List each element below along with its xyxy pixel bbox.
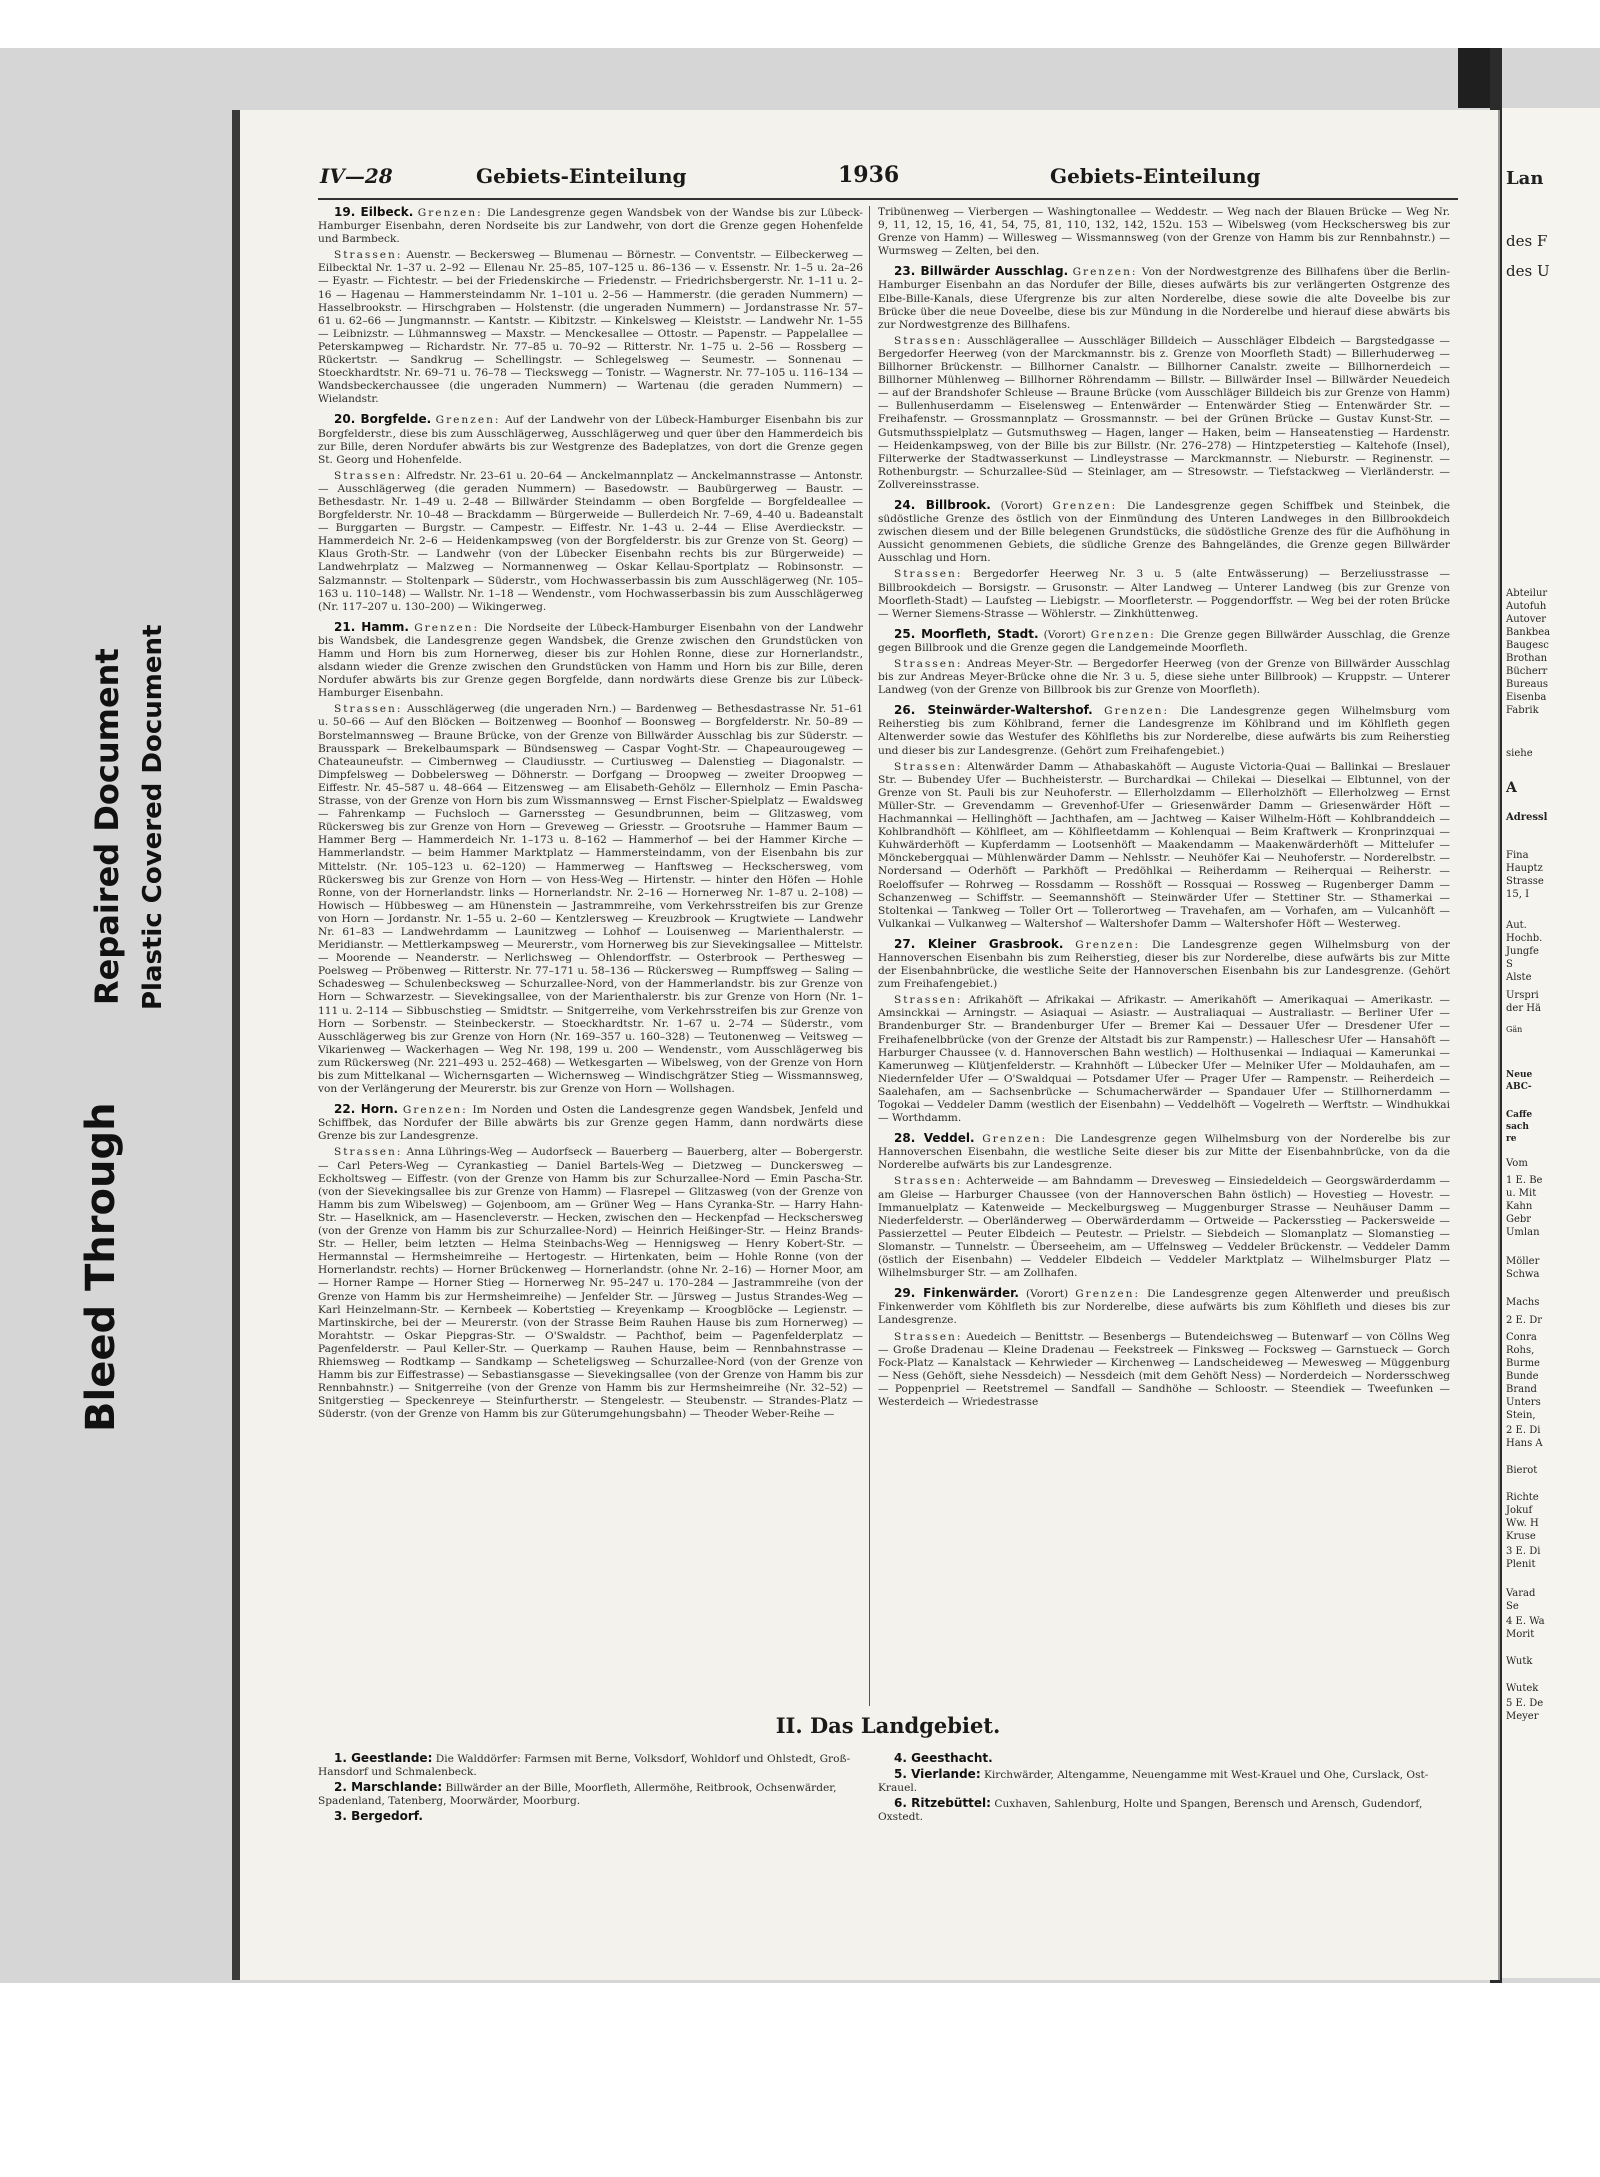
streets-label: Strassen:	[334, 703, 403, 716]
district-section	[878, 499, 1450, 621]
neighbour-text: Gän	[1506, 1025, 1523, 1034]
streets-text: Achterweide — am Bahndamm — Drevesweg — Einsiedeldeich — Georgswärderdamm — am Gleise — Harburger Chaussee (von der Hannoverschen Bahn östlich) — Hovestieg — Hovestr. — Immanuelplatz — Katenweide — Meckelburgsweg — Muggenburger Strasse — Neuhäuser Damm — Niederfelderstr. — Oberländerweg — Oberwärderdamm — Ortweide — Packersstieg — Packersweide — Passierzettel — Peuter Elbdeich — Peutestr. — Prielstr. — Siebdeich — Slomanplatz — Slomanstieg — Slomanstr. — Tunnelstr. — Überseeheim, am — Uffelnsweg — Veddeler Brückenstr. — Veddeler Damm (östlich der Eisenbahn) — Veddeler Elbdeich — Veddeler Marktplatz — Wilhelmsburger Platz — Wilhelmsburger Str. — am Zollhafen.	[878, 1175, 1450, 1280]
neighbour-text: Hans A	[1506, 1438, 1543, 1449]
neighbour-text: Meyer	[1506, 1711, 1539, 1722]
streets-text: Auedeich — Benittstr. — Besenbergs — Butendeichsweg — Butenwarf — von Cöllns Weg — Große Dradenau — Kleine Dradenau — Feekstreek — Finksweg — Focksweg — Garnstueck — Gorch Fock-Platz — Kanalstack — Kehrwieder — Kirchenweg — Landscheideweg — Mewesweg — Müggenburg — Ness (Gehöft, siehe Nessdeich) — Nessdeich (mit dem Gehöft Ness) — Norderdeich — Nordersschweg — Poppenpriel — Reetstremel — Sandfall — Sandhöhe — Schloostr. — Steendiek — Tweefunken — Westerdeich — Wriedestrasse	[878, 1330, 1450, 1408]
neighbour-text: 15, I	[1506, 889, 1530, 900]
neighbour-text: Unters	[1506, 1397, 1541, 1408]
district-section	[318, 413, 863, 613]
neighbour-page	[1502, 108, 1600, 1978]
neighbour-text: Urspri	[1506, 990, 1539, 1001]
boundaries-text: Die Grenze gegen Billwärder Ausschlag, die Grenze gegen Billbrook und die Grenze gegen die Landgemeinde Moorfleth.	[878, 628, 1450, 654]
header-year: 1936	[838, 162, 900, 188]
neighbour-text: 3 E. Di	[1506, 1546, 1541, 1557]
landgebiet-entry-text: Billwärder an der Bille, Moorfleth, Allermöhe, Reitbrook, Ochsenwärder, Spadenland, Tatenberg, Moorwärder, Moorburg.	[318, 1782, 837, 1807]
neighbour-text: Ww. H	[1506, 1518, 1539, 1529]
neighbour-text: Machs	[1506, 1297, 1540, 1308]
boundaries-label: Grenzen:	[1072, 266, 1138, 279]
district-section	[318, 206, 863, 406]
landgebiet-entry	[318, 1810, 863, 1824]
boundaries-text: Auf der Landwehr von der Lübeck-Hamburger Eisenbahn bis zur Borgfelderstr., diese bis zum Ausschlägerweg, Ausschlägerweg und quer über den Hammerdeich bis zur Bille, deren Nordufer abwärts bis zur Westgrenze des Badeplatzes, von dort die Grenze gegen St. Georg und Hohenfelde.	[318, 414, 863, 466]
neighbour-text: Kahn	[1506, 1201, 1533, 1212]
district-title: 21. Hamm.	[334, 619, 409, 634]
streets-label: Strassen:	[894, 1330, 963, 1343]
district-streets	[878, 761, 1450, 931]
streets-label: Strassen:	[894, 658, 963, 670]
neighbour-text: Stein,	[1506, 1410, 1536, 1421]
district-title: 22. Horn.	[334, 1102, 399, 1117]
neighbour-text: u. Mit	[1506, 1188, 1537, 1199]
landgebiet-entry-text: Kirchwärder, Altengamme, Neuengamme mit West-Krauel und Ohe, Curslack, Ost-Krauel.	[878, 1769, 1429, 1794]
district-section	[318, 1103, 863, 1421]
neighbour-text: 2 E. Di	[1506, 1425, 1541, 1436]
boundaries-text: Im Norden und Osten die Landesgrenze gegen Wandsbek, Jenfeld und Schiffbek, das Nordufer der Bille abwärts bis zur Grenze gegen Hamm, dann nordwärts diese Grenze bis zur Landesgrenze.	[318, 1104, 863, 1143]
district-title: 20. Borgfelde.	[334, 412, 432, 427]
neighbour-text: Umlan	[1506, 1227, 1540, 1238]
neighbour-text: Jungfe	[1506, 946, 1539, 957]
streets-text: Alfredstr. Nr. 23–61 u. 20–64 — Anckelmannplatz — Anckelmannstrasse — Antonstr. — Ausschlägerweg (die geraden Nummern) — Basedowstr. — Baubürgerweg — Baustr. — Bethesdastr. Nr. 1–49 u. 2–48 — Billwärder Steindamm — oben Borgfelde — Borgfeldeallee — Borgfelderstr. Nr. 10–48 — Brackdamm — Bürgerweide — Bullerdeich Nr. 7–69, 4–40 u. Badeanstalt — Burggarten — Burgstr. — Campestr. — Eiffestr. Nr. 1–43 u. 2–44 — Elise Averdieckstr. — Hammerdeich Nr. 2–6 — Heidenkampsweg (von der Borgfelderstr. bis zur Grenze von St. Georg) — Klaus Groth-Str. — Landwehr (von der Lübecker Eisenbahn rechts bis zur Bürgerweide) — Landwehrplatz — Malzweg — Normannenweg — Oskar Kellau-Sportplatz — Robinsonstr. — Salzmannstr. — Stoltenpark — Süderstr., vom Hochwasserbassin bis zum Ausschlägerweg (Nr. 105–163 u. 110–148) — Wallstr. Nr. 1–18 — Wendenstr., vom Hochwasserbassin bis zum Ausschlägerweg (Nr. 117–207 u. 130–200) — Wikingerweg.	[318, 469, 863, 613]
neighbour-text: Alste	[1506, 972, 1532, 983]
district-boundaries	[318, 1103, 863, 1143]
district-title: 27. Kleiner Grasbrook.	[894, 936, 1064, 951]
landgebiet-entry-title: 5. Vierlande:	[894, 1767, 981, 1781]
district-subtitle: (Vorort)	[1026, 1288, 1069, 1301]
neighbour-text: Jokuf	[1506, 1505, 1533, 1516]
neighbour-text: Burme	[1506, 1358, 1540, 1369]
neighbour-text: Conra	[1506, 1332, 1537, 1343]
streets-label: Strassen:	[334, 249, 403, 262]
streets-text: Anna Lührings-Weg — Audorfseck — Bauerberg — Bauerberg, alter — Bobergerstr. — Carl Peters-Weg — Cyrankastieg — Daniel Bartels-Weg — Dietzweg — Dunckersweg — Eckholtsweg — Eiffestr. (von der Grenze von Hamm bis zur Schurzallee-Nord — Emin Pascha-Str. (von der Sievekingsallee bis zur Grenze von Hamm) — Flasrepel — Glitzasweg (von der Grenze von Hamm bis zum Wibelsweg) — Gojenboom, am — Grüner Weg — Hans Cyranka-Str. — Harry Hahn-Str. — Haselknick, am — Hasencleverstr. — Hecken, zwischen den — Heckenpfad — Heckschersweg (von der Grenze von Hamm bis zur Schurzallee-Nord) — Heinrich Heißinger-Str. — Heinz Brands-Str. — Heller, beim letzten — Helma Steinbachs-Weg — Hennigsweg — Henry Kobert-Str. — Hermannstal — Hermsheimreihe — Hertogestr. — Hirtenkaten, beim — Hohle Ronne (von der Hornerlandstr. rechts) — Horner Brückenweg — Hornerlandstr. (ohne Nr. 2–16) — Horner Moor, am — Horner Rampe — Horner Stieg — Hornerweg Nr. 95–247 u. 170–284 — Jastrammreihe (von der Grenze von Hamm bis zur Hermsheimreihe) — Jenfelder Str. — Jürsweg — Justus Strandes-Weg — Karl Heinzelmann-Str. — Kernbeek — Kobertstieg — Kreyenkamp — Kroogblöcke — Legienstr. — Martinskirche, bei der — Meurerstr. (von der Strasse Beim Rauhen Hause bis zum Hornerweg) — Morahtstr. — Oskar Piepgras-Str. — O'Swaldstr. — Pachthof, beim — Pagenfelderplatz — Pagenfelderstr. — Paul Keller-Str. — Querkamp — Rauhen Hause, beim — Rennbahnstrasse — Rhiemsweg — Rodtkamp — Sandkamp — Scheteligsweg — Schurzallee-Nord (von der Grenze von Hamm bis zur Eiffestrasse) — Sebastiansgasse — Sievekingsallee (von der Grenze von Hamm bis zur Rennbahnstr.) — Snitgerreihe (von der Grenze von Hamm bis zur Hermsheimreihe (Nr. 32–52) — Snitgerstieg — Speckenreye — Steinfurtherstr. — Stengelestr. — Steubenstr. — Strandes-Platz — Süderstr. (von der Grenze von Hamm bis zur Güterumgehungsbahn) — Theoder Weber-Reihe —	[318, 1146, 863, 1421]
district-streets	[318, 249, 863, 406]
neighbour-text: Abteilur	[1506, 588, 1548, 599]
neighbour-text: Neue	[1506, 1070, 1533, 1080]
neighbour-text: Adressl	[1506, 812, 1548, 823]
neighbour-text: des U	[1506, 262, 1550, 280]
district-streets	[878, 1331, 1450, 1410]
boundaries-text: Die Nordseite der Lübeck-Hamburger Eisenbahn von der Landwehr bis Wandsbek, die Landesgrenze gegen Wandsbek, die Grenze zwischen den Grundstücken von Hamm und Horn bis zum Hornerweg, dieser bis zur Hohlen Ronne, diese zur Hornerlandstr., alsdann wieder die Grenze zwischen den Grundstücken von Hamm und Horn bis zur Bille, deren Nordufer abwärts bis zur Grenze gegen Borgfelde, dann nordwärts diese Grenze bis zur Lübeck-Hamburger Eisenbahn.	[318, 621, 863, 700]
landgebiet-entry-title: 1. Geestlande:	[334, 1751, 433, 1765]
district-section	[878, 1287, 1450, 1409]
district-streets	[318, 703, 863, 1096]
streets-text: Afrikahöft — Afrikakai — Afrikastr. — Amerikahöft — Amerikaquai — Amerikastr. — Amsinckkai — Arningstr. — Asiaquai — Asiastr. — Australiaquai — Australiastr. — Berliner Ufer — Brandenburger Str. — Brandenburger Ufer — Bremer Kai — Dessauer Ufer — Dresdener Ufer — Freihafenelbbrücke (von der Grenze der Altstadt bis zur Rampenstr.) — Halleschesr Ufer — Hansahöft — Harburger Chaussee (v. d. Hannoverschen Bahn westlich) — Holthusenkai — Indiaquai — Kamerunkai — Kamerunweg — Klütjenfelderstr. — Krahnhöft — Lübecker Ufer — Melniker Ufer — Moldauhafen, am — Niedernfelder Ufer — O'Swaldquai — Potsdamer Ufer — Prager Ufer — Rampenstr. — Reiherdeich — Saalehafen, am — Sachsenbrücke — Schumacherwärder — Spandauer Ufer — Stillhornerdamm — Togokai — Veddeler Damm (westlich der Eisenbahn) — Veddelhöft — Vogelreth — Werftstr. — Windhukkai — Worthdamm.	[878, 994, 1450, 1125]
boundaries-text: Von der Nordwestgrenze des Billhafens über die Berlin-Hamburger Eisenbahn an das Nordufer der Bille, dieses aufwärts bis zur verlängerten Ostgrenze des Elbe-Bille-Kanals, diese Ufergrenze bis zur alten Norderelbe, diese sowie die alte Doveelbe bis zur Brücke über die neue Doveelbe, diese bis zur Mündung in die Norderelbe und hierauf diese abwärts bis zur Nordwestgrenze des Billhafens.	[878, 266, 1450, 331]
boundaries-label: Grenzen:	[1052, 499, 1118, 512]
plastic-covered-label: Plastic Covered Document	[138, 624, 168, 1010]
boundaries-text: Die Landesgrenze gegen Wandsbek von der Wandse bis zur Lübeck-Hamburger Eisenbahn, deren Nordseite bis zur Landwehr, von dort die Grenze gegen Hohenfelde und Barmbeck.	[318, 207, 863, 246]
neighbour-text: Richte	[1506, 1492, 1539, 1503]
landgebiet-entry-title: 6. Ritzebüttel:	[894, 1796, 991, 1810]
neighbour-text: Strasse	[1506, 876, 1544, 887]
district-title: 19. Eilbeck.	[334, 206, 414, 219]
district-title: 25. Moorfleth, Stadt.	[894, 626, 1039, 641]
boundaries-label: Grenzen:	[1075, 1288, 1141, 1301]
district-boundaries	[878, 628, 1450, 655]
neighbour-text: des F	[1506, 232, 1548, 250]
neighbour-text: 5 E. De	[1506, 1698, 1544, 1709]
district-streets	[318, 470, 863, 614]
neighbour-text: Gebr	[1506, 1214, 1532, 1225]
landgebiet-title: II. Das Landgebiet.	[775, 1713, 1001, 1738]
neighbour-text: 2 E. Dr	[1506, 1315, 1542, 1326]
left-column	[318, 206, 863, 1706]
district-boundaries	[318, 621, 863, 701]
boundaries-label: Grenzen:	[1075, 938, 1141, 951]
streets-text: Ausschlägerallee — Ausschläger Billdeich — Ausschläger Elbdeich — Bargstedgasse — Bergedorfer Heerweg (von der Marckmannstr. bis z. Grenze von Moorfleth Stadt) — Billerhuderweg — Billhorner Brückenstr. — Billhorner Canalstr. — Billhorner Canalstr. zweite — Billhornerdeich — Billhorner Mühlenweg — Billhorner Röhrendamm — Billstr. — Billwärder Insel — Billwärder Neuedeich — auf der Brandshofer Schleuse — Braune Brücke (vom Ausschläger Billdeich bis zur Grenze von Hamm) — Bullenhuserdamm — Eiselensweg — Entenwärder — Entenwärder Stieg — Entenwärder Str. — Freihafenstr. — Grossmannplatz — Grossmannstr. — bei der Grünen Brücke — Gustav Kunst-Str. — Gutsmuthsspielplatz — Gutsmuthsweg — Hagen, langer — Haken, beim — Hanseatenstieg — Hardenstr. — Heidenkampsweg, von der Bille bis zur Billstr. (Nr. 276–278) — Hintzpeterstieg — Kaltehofe (Insel), Filterwerke der Stadtwasserkunst — Lindleystrasse — Marckmannstr. — Nieburstr. — Reginenstr. — Rothenburgstr. — Schurzallee-Süd — Steinlager, am — Stresowstr. — Tiefstackweg — Vierländerstr. — Zollvereinsstrasse.	[878, 334, 1450, 491]
neighbour-text: Bureaus	[1506, 679, 1549, 690]
district-section	[878, 704, 1450, 931]
bleed-through-label: Bleed Through	[78, 1102, 124, 1432]
landgebiet-entry	[878, 1797, 1450, 1824]
streets-text: Ausschlägerweg (die ungeraden Nrn.) — Bardenweg — Bethesdastrasse Nr. 51–61 u. 50–66 — Auf den Blöcken — Boitzenweg — Boonhof — Boonsweg — Borgfelderstr. Nr. 50–89 — Borstelmannsweg — Braune Brücke, von der Grenze von Billwärder Ausschlag bis zur Süderstr. — Brausspark — Brekelbaumspark — Bündsensweg — Caspar Voght-Str. — Chapeaurougeweg — Chateauneufstr. — Cimbernweg — Claudiusstr. — Curtiusweg — Dalenstieg — Diagonalstr. — Dimpfelsweg — Dobbelersweg — Döhnerstr. — Dorfgang — Droopweg — zweiter Droopweg — Eiffestr. Nr. 45–587 u. 48–664 — Eitzensweg — am Elisabeth-Gehölz — Ellernholz — Emin Pascha-Strasse, von der Grenze von Horn bis zum Wissmannsweg — Ernst Fischer-Spielplatz — Ewaldsweg — Fahrenkamp — Fuchsloch — Garnerssteg — Gesundbrunnen, beim — Glitzasweg, vom Rückersweg bis zur Grenze von Horn — Greveweg — Griesstr. — Grootsruhe — Hammer Baum — Hammer Berg — Hammerdeich Nr. 1–173 u. 8–162 — Hammerhof — bei der Hammer Kirche — Hammerlandstr. — beim Hammer Marktplatz — Hammersteindamm, von der Eisenbahn bis zur Mittelstr. (Nr. 105–123 u. 62–120) — Hammerweg — Hanftsweg — Heckschersweg, vom Rückersweg bis zur Grenze von Horn — von Hess-Weg — Hirtenstr. — hinter den Höfen — Hohle Ronne, von der Hornerlandstr. links — Hornerlandstr. Nr. 2–16 — Hornerweg Nr. 1–87 u. 2–108) — Howisch — Hübbesweg — am Hünenstein — Jastrammreihe, vom Verkehrsstreifen bis zur Grenze von Horn — Jordanstr. Nr. 1–55 u. 2–60 — Kentzlersweg — Kreuzbrook — Krugtwiete — Landwehr Nr. 61–83 — Landwehrdamm — Launitzweg — Lohhof — Louisenweg — Marienthalerstr. — Meridianstr. — Mettlerkampsweg — Meurerstr., vom Hornerweg bis zur Sievekingsallee — Mittelstr. — Moorende — Neanderstr. — Nerlichsweg — Ohlendorffstr. — Osterbrook — Perthesweg — Poelsweg — Pröbenweg — Ritterstr. Nr. 77–171 u. 58–136 — Rückersweg — Rumpffsweg — Saling — Schadesweg — Schulenbecksweg — Schurzallee-Nord, von der Hammerlandstr. bis zur Grenze von Horn — Schwarzestr. — Sievekingsallee, von der Marienthalerstr. bis zur Grenze von Horn (Nr. 1–111 u. 2–114 — Sibbuschstieg — Smidtstr. — Snitgerreihe, vom Verkehrsstreifen bis zur Grenze von Horn — Sorbenstr. — Steinbeckerstr. — Stoeckhardtstr. Nr. 1–67 u. 2–74 — Süderstr., vom Ausschlägerweg bis zur Grenze von Horn (Nr. 169–357 u. 160–328) — Teutonenweg — Veitsweg — Vikarienweg — Wackerhagen — Weg Nr. 198, 199 u. 200 — Wendenstr., vom Ausschlägerweg bis zum Rückersweg (Nr. 221–493 u. 252–468) — Wetkesgarten — Wibelsweg, von der Grenze von Horn bis zum Mittelkanal — Wichernsgarten — Wichernsweg — Windischgrätzer Stieg — Wissmannsweg, von der Verlängerung der Meurerstr. bis zur Grenze von Horn — Wollshagen.	[318, 703, 863, 1096]
district-boundaries	[878, 938, 1450, 991]
neighbour-text: Möller	[1506, 1256, 1540, 1267]
neighbour-text: Aut.	[1506, 920, 1527, 931]
neighbour-text: Autofuh	[1506, 601, 1547, 612]
district-streets	[878, 994, 1450, 1125]
district-boundaries	[878, 704, 1450, 757]
neighbour-text: Baugesc	[1506, 640, 1549, 651]
landgebiet-entry	[318, 1752, 863, 1779]
district-boundaries	[878, 1287, 1450, 1327]
neighbour-text: Wutek	[1506, 1683, 1539, 1694]
page-number: IV—28	[320, 164, 393, 188]
district-section	[318, 621, 863, 1096]
landgebiet-entry-title: 3. Bergedorf.	[334, 1809, 423, 1823]
neighbour-text: Hauptz	[1506, 863, 1543, 874]
boundaries-label: Grenzen:	[982, 1133, 1048, 1146]
neighbour-text: Kruse	[1506, 1531, 1536, 1542]
streets-label: Strassen:	[894, 1175, 963, 1188]
neighbour-text: Brand	[1506, 1384, 1537, 1395]
neighbour-text: Bücherr	[1506, 666, 1548, 677]
district-section	[878, 628, 1450, 697]
right-column	[878, 206, 1450, 1706]
landgebiet-entry-title: 4. Geesthacht.	[894, 1751, 993, 1765]
neighbour-text: Plenit	[1506, 1559, 1536, 1570]
boundaries-label: Grenzen:	[1090, 628, 1156, 641]
header-title-left: Gebiets-Einteilung	[476, 164, 687, 188]
streets-text: Altenwärder Damm — Athabaskahöft — Auguste Victoria-Quai — Ballinkai — Breslauer Str. — Bubendey Ufer — Buchheisterstr. — Burchardkai — Chilekai — Dieselkai — Elbtunnel, von der Grenze von St. Pauli bis zur Neuhoferstr. — Ellerholzdamm — Ellerholzhöft — Ellerholzweg — Ernst Müller-Str. — Grevendamm — Grevenhof-Ufer — Griesenwärder Damm — Griesenwärder Höft — Hachmannkai — Hellinghöft — Jachthafen, am — Jachtweg — Kaiser Wilhelm-Höft — Kohlbranddeich — Kohlbrandhöft — Köhlfleet, am — Köhlfleetdamm — Kohlenquai — Beim Kraftwerk — Kronprinzquai — Kuhwärderhöft — Kupferdamm — Lootsenhöft — Maakendamm — Maakenwärderhöft — Mittelufer — Mönckebergquai — Mühlenwärder Damm — Nehlsstr. — Neuhöfer Kai — Neuhoferstr. — Norderelbstr. — Nordersand — Oderhöft — Parkhöft — Predöhlkai — Reiherdamm — Reiherquai — Reiherstr. — Roeloffsufer — Rohrweg — Rossdamm — Rosshöft — Rossquai — Rossweg — Rugenberger Damm — Schanzenweg — Schiffstr. — Seemannshöft — Steinwärder Ufer — Stettiner Str. — Sthamerkai — Stoltenkai — Tankweg — Toller Ort — Tollerortweg — Travehafen, am — Vorhafen, am — Vulcanhöft — Vulkankai — Vulkanweg — Waltershof — Waltershofer Damm — Waltershofer Höft — Westerweg.	[878, 760, 1450, 930]
column-divider	[869, 206, 870, 1706]
district-boundaries	[878, 1132, 1450, 1172]
district-boundaries	[318, 206, 863, 246]
streets-label: Strassen:	[894, 760, 963, 773]
boundaries-label: Grenzen:	[417, 207, 483, 219]
boundaries-text: Die Landesgrenze gegen Wilhelmsburg von der Hannoverschen Eisenbahn bis zum Reiherstieg, dieser bis zur Norderelbe, diese aufwärts bis zur Mitte der Eisenbahnbrücke, die westliche Seite der Hannoverschen Eisenbahn bis zur Landesgrenze. (Gehört zum Freihafengebiet.)	[878, 938, 1450, 991]
landgebiet-entry	[878, 1768, 1450, 1795]
neighbour-text: der Hä	[1506, 1003, 1541, 1014]
boundaries-text: Die Landesgrenze gegen Schiffbek und Steinbek, die südöstliche Grenze des östlich von der Einmündung des Unteren Landweges in den Billbrookdeich zwischen diesem und der Bille belegenen Grundstücks, die südöstliche Grenze des für die Aufhöhung in Aussicht genommenen Gebiets, die südliche Grenze des Bahngeländes, die Grenze gegen Billwärder Ausschlag und Horn.	[878, 499, 1450, 565]
district-title: 28. Veddel.	[894, 1131, 975, 1146]
district-section	[878, 265, 1450, 492]
district-section	[878, 1132, 1450, 1280]
landgebiet-right	[878, 1752, 1450, 1826]
boundaries-text: Die Landesgrenze gegen Wilhelmsburg vom Reiherstieg bis zum Köhlbrand, ferner die Landesgrenze im Köhlbrand und im Köhlfleth gegen Altenwerder sowie das Westufer des Köhlfleths bis zur Norderelbe, diese aufwärts bis zum Reiherstieg und dieser bis zur Landesgrenze. (Gehört zum Freihafengebiet.)	[878, 705, 1450, 757]
district-streets	[878, 1175, 1450, 1280]
neighbour-text: Caffe	[1506, 1110, 1533, 1120]
district-subtitle: (Vorort)	[1000, 499, 1043, 512]
streets-label: Strassen:	[334, 1146, 403, 1159]
neighbour-text: S	[1506, 959, 1513, 970]
district-streets	[878, 658, 1450, 697]
landgebiet-entry-text: Die Walddörfer: Farmsen mit Berne, Volksdorf, Wohldorf und Ohlstedt, Groß-Hansdorf und Schmalenbeck.	[318, 1753, 851, 1778]
district-streets	[318, 1146, 863, 1421]
streets-text: Auenstr. — Beckersweg — Blumenau — Börnestr. — Conventstr. — Eilbeckerweg — Eilbecktal Nr. 1–37 u. 2–92 — Ellenau Nr. 25–85, 107–125 u. 86–136 — v. Essenstr. Nr. 1–5 u. 2a–26 — Eyastr. — Fichtestr. — bei der Friedenskirche — Friedenstr. — Friedrichsbergerstr. Nr. 1–11 u. 2–16 — Hagenau — Hammersteindamm Nr. 1–101 u. 2–56 — Hammerstr. (die geraden Nummern) — Hasselbrookstr. — Hirschgraben — Holstenstr. (die ungeraden Nummern) — Jordanstrasse Nr. 57–61 u. 62–66 — Jungmannstr. — Kantstr. — Kibitzstr. — Kinkelsweg — Kleiststr. — Landwehr Nr. 1–55 — Leibnizstr. — Lühmannsweg — Maxstr. — Menckesallee — Ottostr. — Papenstr. — Pappelallee — Peterskampweg — Richardstr. Nr. 77–85 u. 70–92 — Ritterstr. Nr. 1–75 u. 2–56 — Rossberg — Rückertstr. — Sandkrug — Schellingstr. — Schlegelsweg — Seumestr. — Sonnenau — Stoeckhardtstr. Nr. 69–71 u. 76–78 — Tieckswegg — Tonistr. — Wagnerstr. Nr. 77–105 u. 116–134 — Wandsbeckerchaussee (die ungeraden Nummern) — Wartenau (die geraden Nummern) — Wielandstr.	[318, 249, 863, 406]
neighbour-text: ABC-	[1506, 1082, 1532, 1092]
streets-text: Bergedorfer Heerweg Nr. 3 u. 5 (alte Entwässerung) — Berzeliusstrasse — Billbrookdeich — Borsigstr. — Grusonstr. — Alter Landweg — Unterer Landweg (bis zur Grenze von Moorfleth-Stadt) — Laufsteg — Liebigstr. — Moorfleterstr. — Poggendorffstr. — Weg bei der roten Brücke — Werner Siemens-Strasse — Wöhlerstr. — Zinkhüttenweg.	[878, 568, 1450, 620]
district-boundaries	[318, 413, 863, 466]
neighbour-text: Bankbea	[1506, 627, 1551, 638]
district-title: 26. Steinwärder-Waltershof.	[894, 703, 1093, 718]
boundaries-text: Die Landesgrenze gegen Wilhelmsburg von der Norderelbe bis zur Hannoverschen Eisenbahn, die westliche Seite dieser bis zur Mitte der Eisenbahnbrücke, von da die Norderelbe aufwärts bis zur Landesgrenze.	[878, 1133, 1450, 1172]
district-section	[878, 938, 1450, 1125]
streets-label: Strassen:	[334, 469, 403, 482]
landgebiet-entry	[318, 1781, 863, 1808]
streets-label: Strassen:	[894, 334, 963, 347]
repaired-document-label: Repaired Document	[88, 648, 126, 1005]
streets-label: Strassen:	[894, 568, 963, 581]
neighbour-text: sach	[1506, 1122, 1529, 1132]
district-streets	[878, 335, 1450, 492]
boundaries-label: Grenzen:	[435, 414, 501, 427]
neighbour-text: Hochb.	[1506, 933, 1543, 944]
header-title-right: Gebiets-Einteilung	[1050, 164, 1261, 188]
boundaries-label: Grenzen:	[1104, 705, 1170, 718]
neighbour-text: Schwa	[1506, 1269, 1540, 1280]
neighbour-text: Brothan	[1506, 653, 1548, 664]
neighbour-text: Rohs,	[1506, 1345, 1535, 1356]
streets-label: Strassen:	[894, 994, 963, 1007]
neighbour-text: Wutk	[1506, 1656, 1533, 1667]
neighbour-text: Varad	[1506, 1588, 1536, 1599]
neighbour-text: siehe	[1506, 748, 1533, 759]
landgebiet-entry	[878, 1752, 1450, 1766]
district-title: 23. Billwärder Ausschlag.	[894, 264, 1069, 279]
neighbour-text: re	[1506, 1134, 1517, 1144]
neighbour-text: Autover	[1506, 614, 1547, 625]
header-rule	[318, 198, 1458, 200]
neighbour-text: 4 E. Wa	[1506, 1616, 1545, 1627]
page-header	[318, 158, 1458, 192]
neighbour-text: Bunde	[1506, 1371, 1539, 1382]
neighbour-text: A	[1506, 780, 1517, 796]
boundaries-text: Die Landesgrenze gegen Altenwerder und preußisch Finkenwerder vom Köhlfleth bis zur Norderelbe, diese aufwärts bis zum Köhlfleth und dieses bis zur Landesgrenze.	[878, 1288, 1450, 1327]
landgebiet-left	[318, 1752, 863, 1826]
neighbour-text: 1 E. Be	[1506, 1175, 1543, 1186]
district-title: 29. Finkenwärder.	[894, 1286, 1019, 1301]
district-title: 24. Billbrook.	[894, 497, 991, 512]
landgebiet-entry-title: 2. Marschlande:	[334, 1780, 443, 1794]
boundaries-label: Grenzen:	[414, 621, 480, 634]
district-subtitle: (Vorort)	[1043, 628, 1086, 641]
neighbour-text: Lan	[1506, 168, 1544, 189]
neighbour-text: Bierot	[1506, 1465, 1538, 1476]
neighbour-text: Eisenba	[1506, 692, 1547, 703]
neighbour-text: Se	[1506, 1601, 1519, 1612]
neighbour-text: Vom	[1506, 1158, 1528, 1169]
district-boundaries	[878, 499, 1450, 565]
neighbour-text: Fabrik	[1506, 705, 1539, 716]
streets-text: Andreas Meyer-Str. — Bergedorfer Heerweg (von der Grenze von Billwärder Ausschlag bis zur Andreas Meyer-Brücke ohne die Nr. 3 u. 5, diese siehe unter Billbrook) — Kruppstr. — Unterer Landweg (von der Grenze von Billbrook bis zur Grenze von Moorfleth).	[878, 658, 1450, 697]
landgebiet-entry-text: Cuxhaven, Sahlenburg, Holte und Spangen, Berensch und Arensch, Gudendorf, Oxstedt.	[878, 1798, 1423, 1823]
district-streets	[878, 568, 1450, 620]
neighbour-text: Fina	[1506, 850, 1529, 861]
right-column-intro: Tribünenweg — Vierbergen — Washingtonallee — Weddestr. — Weg nach der Blauen Brücke — Weg Nr. 9, 11, 12, 15, 16, 41, 54, 75, 81, 110, 132, 142, 152u. 153 — Wibelsweg (vom Heckschersweg bis zur Grenze von Hamm) — Willesweg — Wissmannsweg (von der Grenze von Hamm bis zur Rennbahnstr.) — Wurmsweg — Zelten, bei den.	[878, 206, 1450, 258]
boundaries-label: Grenzen:	[402, 1104, 468, 1117]
neighbour-text: Morit	[1506, 1629, 1535, 1640]
district-boundaries	[878, 265, 1450, 331]
